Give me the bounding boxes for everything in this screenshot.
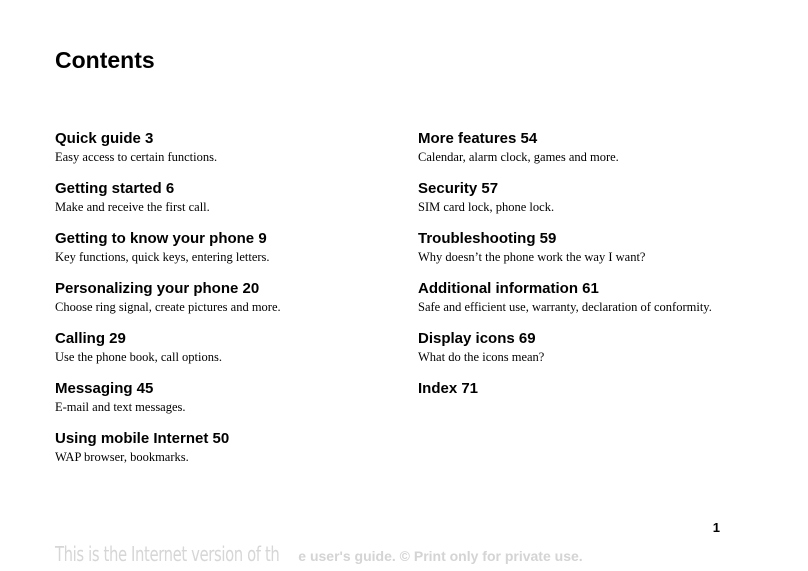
toc-entry-description: Key functions, quick keys, entering letters. bbox=[55, 250, 270, 264]
toc-entry-description: What do the icons mean? bbox=[418, 350, 545, 364]
toc-left-column bbox=[55, 128, 415, 478]
page-title: Contents bbox=[55, 47, 155, 73]
toc-entry-getting-to-know[interactable] bbox=[55, 228, 415, 278]
footer-notice-part-1: This is the Internet version of th bbox=[55, 542, 280, 566]
toc-entry-description: SIM card lock, phone lock. bbox=[418, 200, 555, 214]
page-number: 1 bbox=[712, 520, 720, 535]
toc-entry-title[interactable]: Troubleshooting 59 bbox=[418, 230, 557, 247]
toc-entry-title[interactable]: Quick guide 3 bbox=[55, 130, 154, 147]
toc-entry-description: E-mail and text messages. bbox=[55, 400, 186, 414]
toc-entry-description: Choose ring signal, create pictures and more. bbox=[55, 300, 281, 314]
toc-entry-getting-started[interactable] bbox=[55, 178, 415, 228]
toc-entry-description: Make and receive the first call. bbox=[55, 200, 210, 214]
toc-entry-messaging[interactable] bbox=[55, 378, 415, 428]
toc-entry-description: Calendar, alarm clock, games and more. bbox=[418, 150, 619, 164]
toc-entry-security[interactable] bbox=[418, 178, 798, 228]
toc-entry-quick-guide[interactable] bbox=[55, 128, 415, 178]
toc-entry-additional-information[interactable] bbox=[418, 278, 798, 328]
toc-entry-display-icons[interactable] bbox=[418, 328, 798, 378]
toc-entry-mobile-internet[interactable] bbox=[55, 428, 415, 478]
toc-entry-title[interactable]: Using mobile Internet 50 bbox=[55, 430, 230, 447]
toc-entry-title[interactable]: Messaging 45 bbox=[55, 380, 154, 397]
toc-entry-more-features[interactable] bbox=[418, 128, 798, 178]
toc-entry-title[interactable]: Display icons 69 bbox=[418, 330, 536, 347]
toc-entry-index[interactable] bbox=[418, 378, 798, 428]
footer-notice-part-2: e user's guide. © Print only for private use. bbox=[298, 548, 583, 564]
toc-entry-title[interactable]: Personalizing your phone 20 bbox=[55, 280, 260, 297]
toc-entry-calling[interactable] bbox=[55, 328, 415, 378]
toc-entry-description: Safe and efficient use, warranty, declaration of conformity. bbox=[418, 300, 712, 314]
toc-entry-personalizing[interactable] bbox=[55, 278, 415, 328]
footer-notice bbox=[55, 544, 583, 566]
toc-entry-troubleshooting[interactable] bbox=[418, 228, 798, 278]
toc-entry-title[interactable]: Getting started 6 bbox=[55, 180, 175, 197]
toc-entry-title[interactable]: Index 71 bbox=[418, 380, 479, 397]
toc-entry-title[interactable]: Getting to know your phone 9 bbox=[55, 230, 267, 247]
toc-entry-title[interactable]: Security 57 bbox=[418, 180, 499, 197]
toc-entry-title[interactable]: Additional information 61 bbox=[418, 280, 599, 297]
toc-entry-description: WAP browser, bookmarks. bbox=[55, 450, 189, 464]
toc-entry-description: Why doesn’t the phone work the way I want? bbox=[418, 250, 646, 264]
toc-entry-title[interactable]: More features 54 bbox=[418, 130, 538, 147]
toc-entry-description: Easy access to certain functions. bbox=[55, 150, 218, 164]
toc-right-column bbox=[418, 128, 798, 428]
toc-entry-title[interactable]: Calling 29 bbox=[55, 330, 126, 347]
toc-entry-description: Use the phone book, call options. bbox=[55, 350, 222, 364]
